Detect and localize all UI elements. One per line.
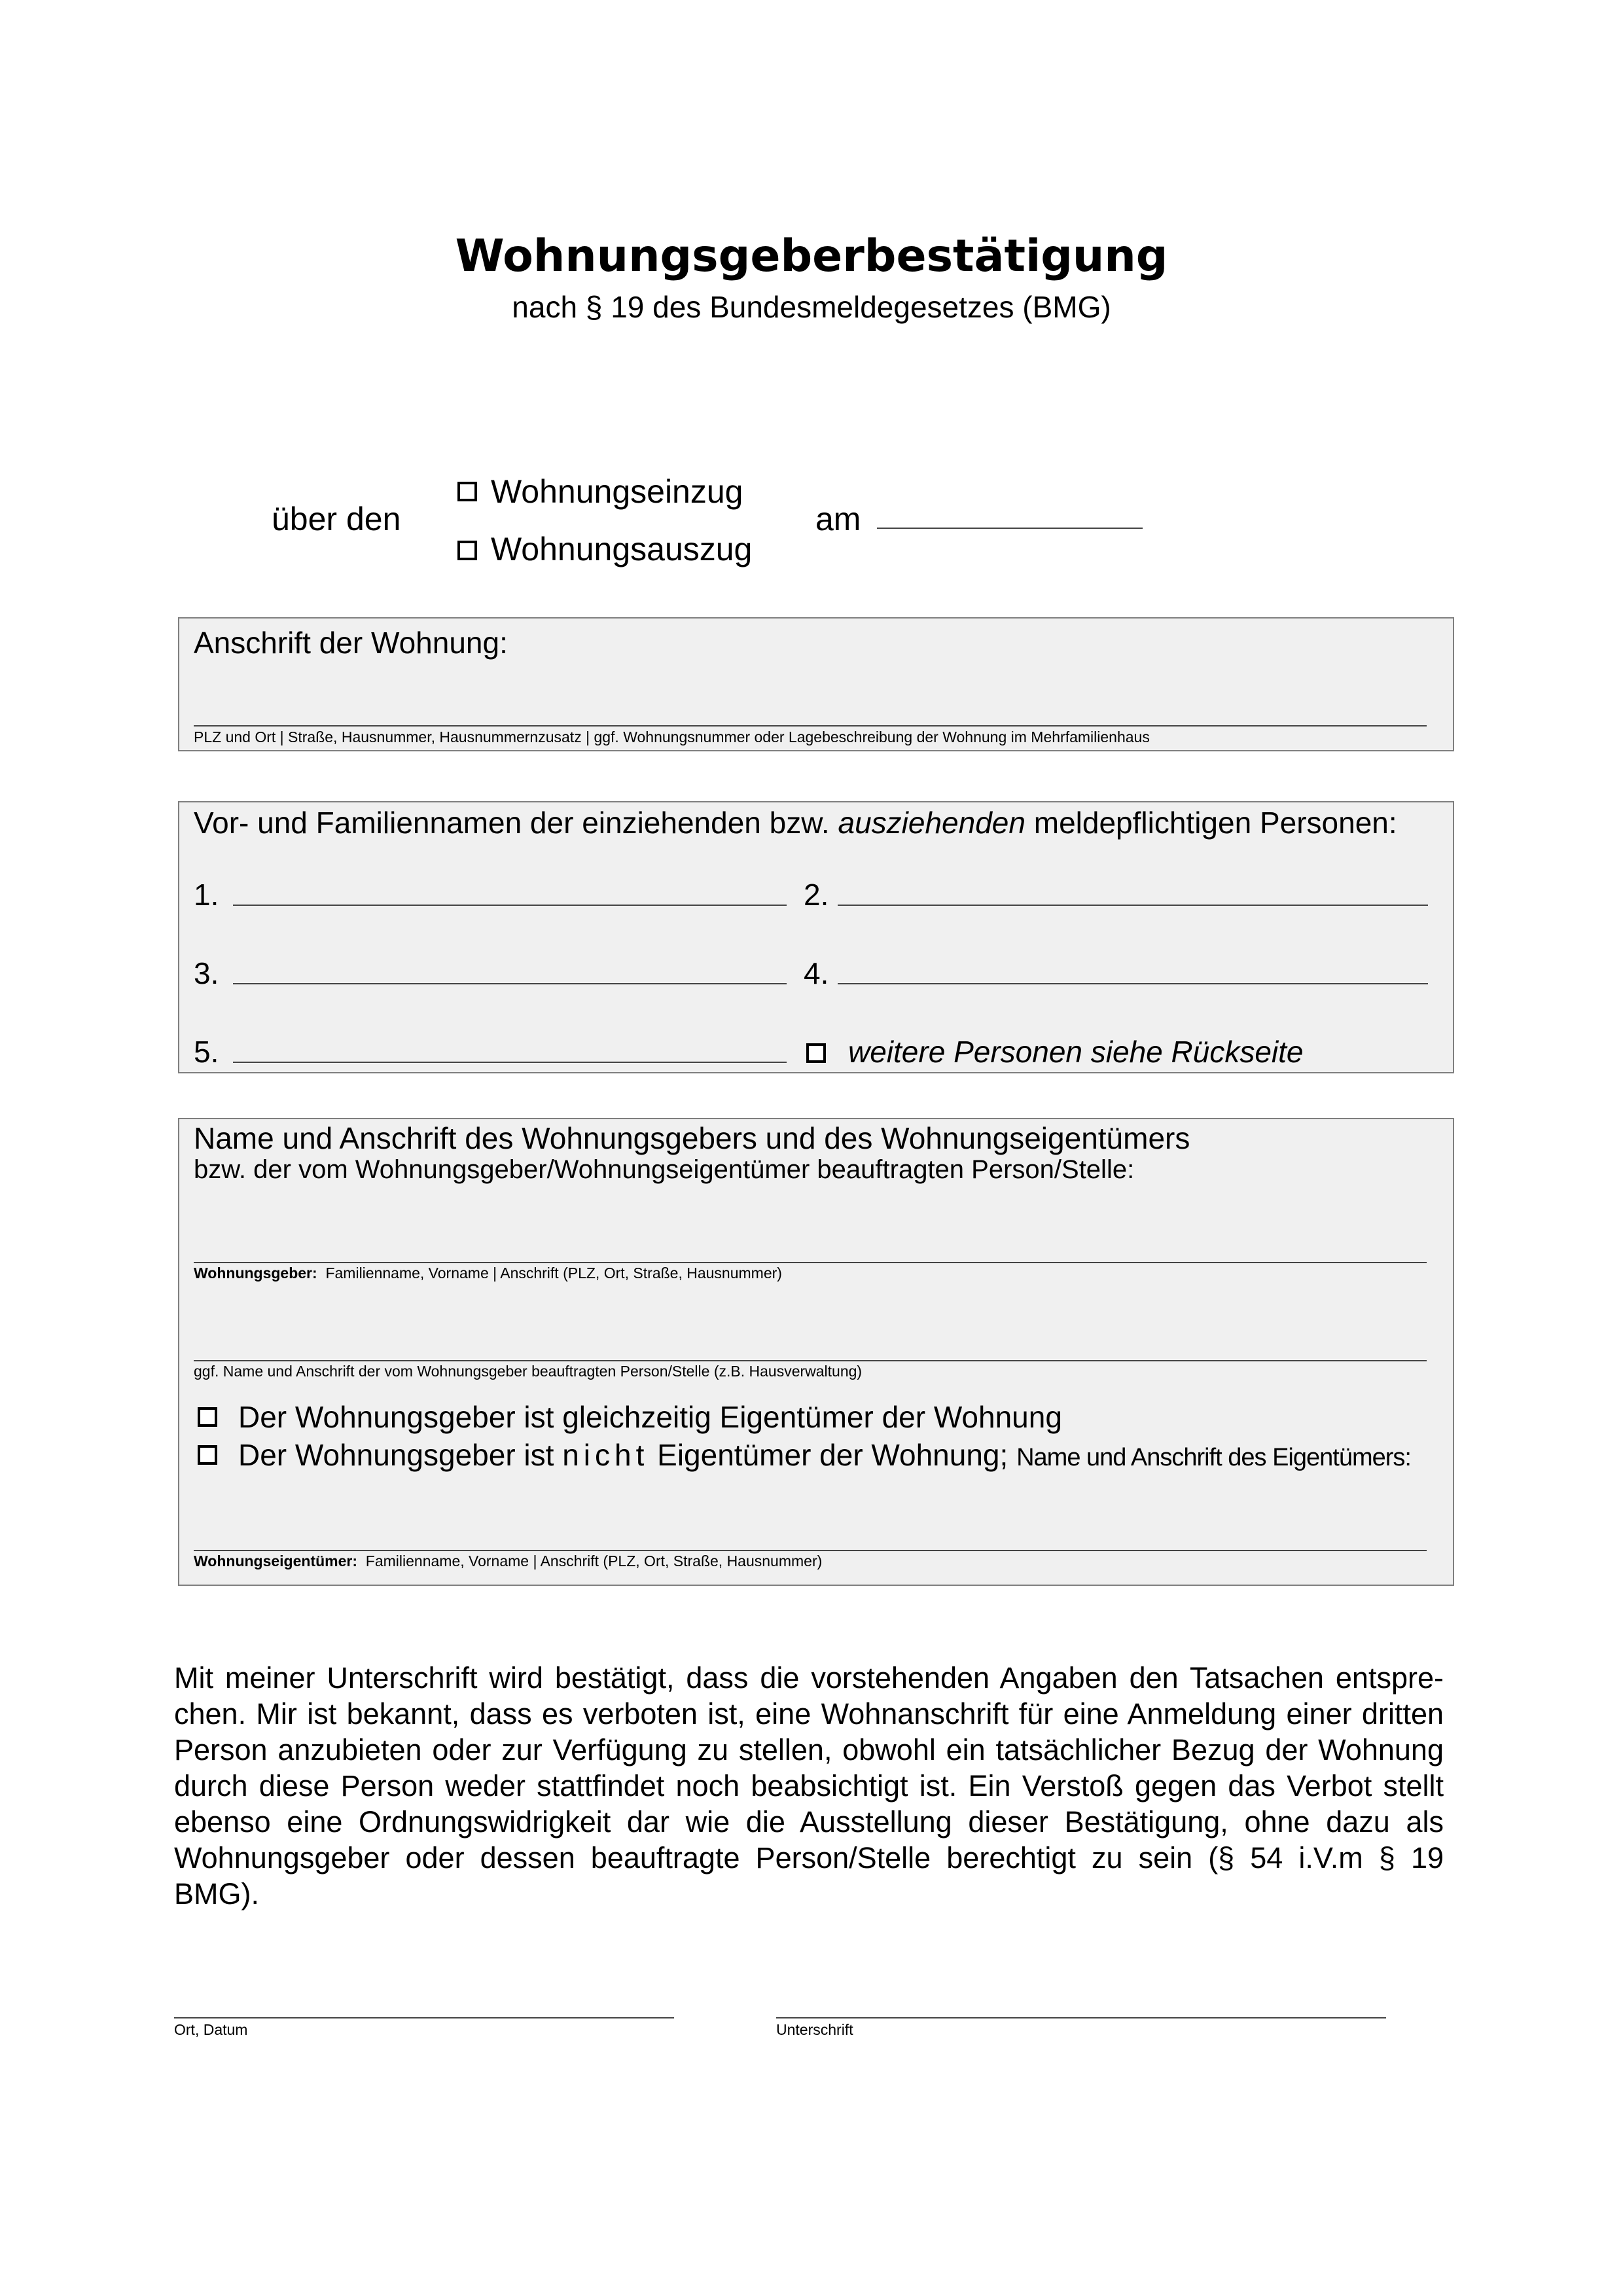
owner-hint-text: Familienname, Vorname | Anschrift (PLZ, Ort, Straße, Hausnummer) — [365, 1552, 823, 1570]
signature-label: Unterschrift — [776, 2021, 853, 2038]
landlord-hint-label: Wohnungsgeber: — [194, 1265, 317, 1282]
person-number-1: 1. — [194, 878, 219, 912]
address-field[interactable] — [194, 725, 1427, 726]
person-number-4: 4. — [804, 956, 829, 990]
agent-field[interactable] — [194, 1360, 1427, 1361]
landlord-section — [178, 1118, 1454, 1586]
persons-section — [178, 801, 1454, 1073]
not-owner-end: Eigentümer der Wohnung; — [657, 1438, 1008, 1472]
person-number-2: 2. — [804, 878, 829, 912]
person-field-3[interactable] — [233, 983, 787, 984]
date-label: am — [815, 501, 861, 537]
not-owner-start: Der Wohnungsgeber ist — [238, 1438, 554, 1472]
landlord-heading-line1: Name und Anschrift des Wohnungsgebers und des Wohnungseigentümers — [194, 1121, 1190, 1155]
address-heading: Anschrift der Wohnung: — [194, 626, 508, 660]
owner-hint — [194, 1552, 822, 1570]
person-number-3: 3. — [194, 956, 219, 990]
landlord-field[interactable] — [194, 1262, 1427, 1263]
declaration-text: Mit meiner Unterschrift wird bestätigt, dass die vorstehenden Angaben den Tatsachen entsprechen. Mir ist bekannt, dass es verboten ist, eine Wohnanschrift für eine Anmeldung einer dritten Person anzubieten oder zur Verfügung zu stellen, obwohl ein tatsächlicher Bezug der Wohnung durch diese Person weder stattfindet noch beabsichtigt ist. Ein Verstoß gegen das Verbot stellt ebenso eine Ordnungswidrigkeit dar wie die Ausstellung dieser Bestätigung, ohne dazu als Wohnungsgeber oder dessen beauftragte Person/Stelle berechtigt zu sein (§ 54 i.V.m § 19 BMG). — [174, 1661, 1444, 1910]
persons-heading — [194, 805, 1397, 840]
more-persons-checkbox[interactable] — [806, 1043, 826, 1063]
move-in-label: Wohnungseinzug — [491, 473, 743, 510]
landlord-hint — [194, 1265, 782, 1282]
signature-field[interactable] — [776, 2017, 1386, 2018]
not-owner-label — [238, 1437, 1411, 1473]
more-persons-label: weitere Personen siehe Rückseite — [848, 1035, 1304, 1069]
owner-field[interactable] — [194, 1550, 1427, 1551]
owner-hint-label: Wohnungseigentümer: — [194, 1552, 358, 1570]
persons-heading-end: meldepflichtigen Personen: — [1025, 806, 1397, 840]
persons-heading-start: Vor- und Familiennamen der einziehenden bzw. — [194, 806, 838, 840]
person-field-5[interactable] — [233, 1062, 787, 1063]
date-field[interactable] — [877, 528, 1143, 529]
move-out-label: Wohnungsauszug — [491, 531, 753, 567]
landlord-hint-text: Familienname, Vorname | Anschrift (PLZ, Ort, Straße, Hausnummer) — [325, 1265, 782, 1282]
form-title: Wohnungsgeberbestätigung — [455, 230, 1168, 282]
not-owner-small: Name und Anschrift des Eigentümers: — [1016, 1444, 1411, 1471]
persons-heading-emphasis: ausziehenden — [838, 806, 1026, 840]
form-subtitle: nach § 19 des Bundesmeldegesetzes (BMG) — [512, 290, 1111, 324]
move-in-checkbox[interactable] — [457, 482, 477, 501]
owner-label: Der Wohnungsgeber ist gleichzeitig Eigentümer der Wohnung — [238, 1400, 1062, 1434]
address-hint: PLZ und Ort | Straße, Hausnummer, Hausnummernzusatz | ggf. Wohnungsnummer oder Lagebeschreibung der Wohnung im Mehrfamilienhaus — [194, 728, 1150, 745]
move-out-checkbox[interactable] — [457, 541, 477, 560]
not-owner-emphasis: nicht — [562, 1438, 649, 1472]
person-number-5: 5. — [194, 1035, 219, 1069]
place-date-field[interactable] — [174, 2017, 674, 2018]
owner-checkbox[interactable] — [198, 1407, 217, 1427]
agent-hint: ggf. Name und Anschrift der vom Wohnungsgeber beauftragten Person/Stelle (z.B. Hausverwaltung) — [194, 1363, 863, 1380]
landlord-heading-line2: bzw. der vom Wohnungsgeber/Wohnungseigentümer beauftragten Person/Stelle: — [194, 1155, 1135, 1184]
person-field-1[interactable] — [233, 905, 787, 906]
event-prefix-label: über den — [272, 501, 401, 537]
person-field-4[interactable] — [838, 983, 1428, 984]
person-field-2[interactable] — [838, 905, 1428, 906]
place-date-label: Ort, Datum — [174, 2021, 248, 2038]
not-owner-checkbox[interactable] — [198, 1445, 217, 1465]
